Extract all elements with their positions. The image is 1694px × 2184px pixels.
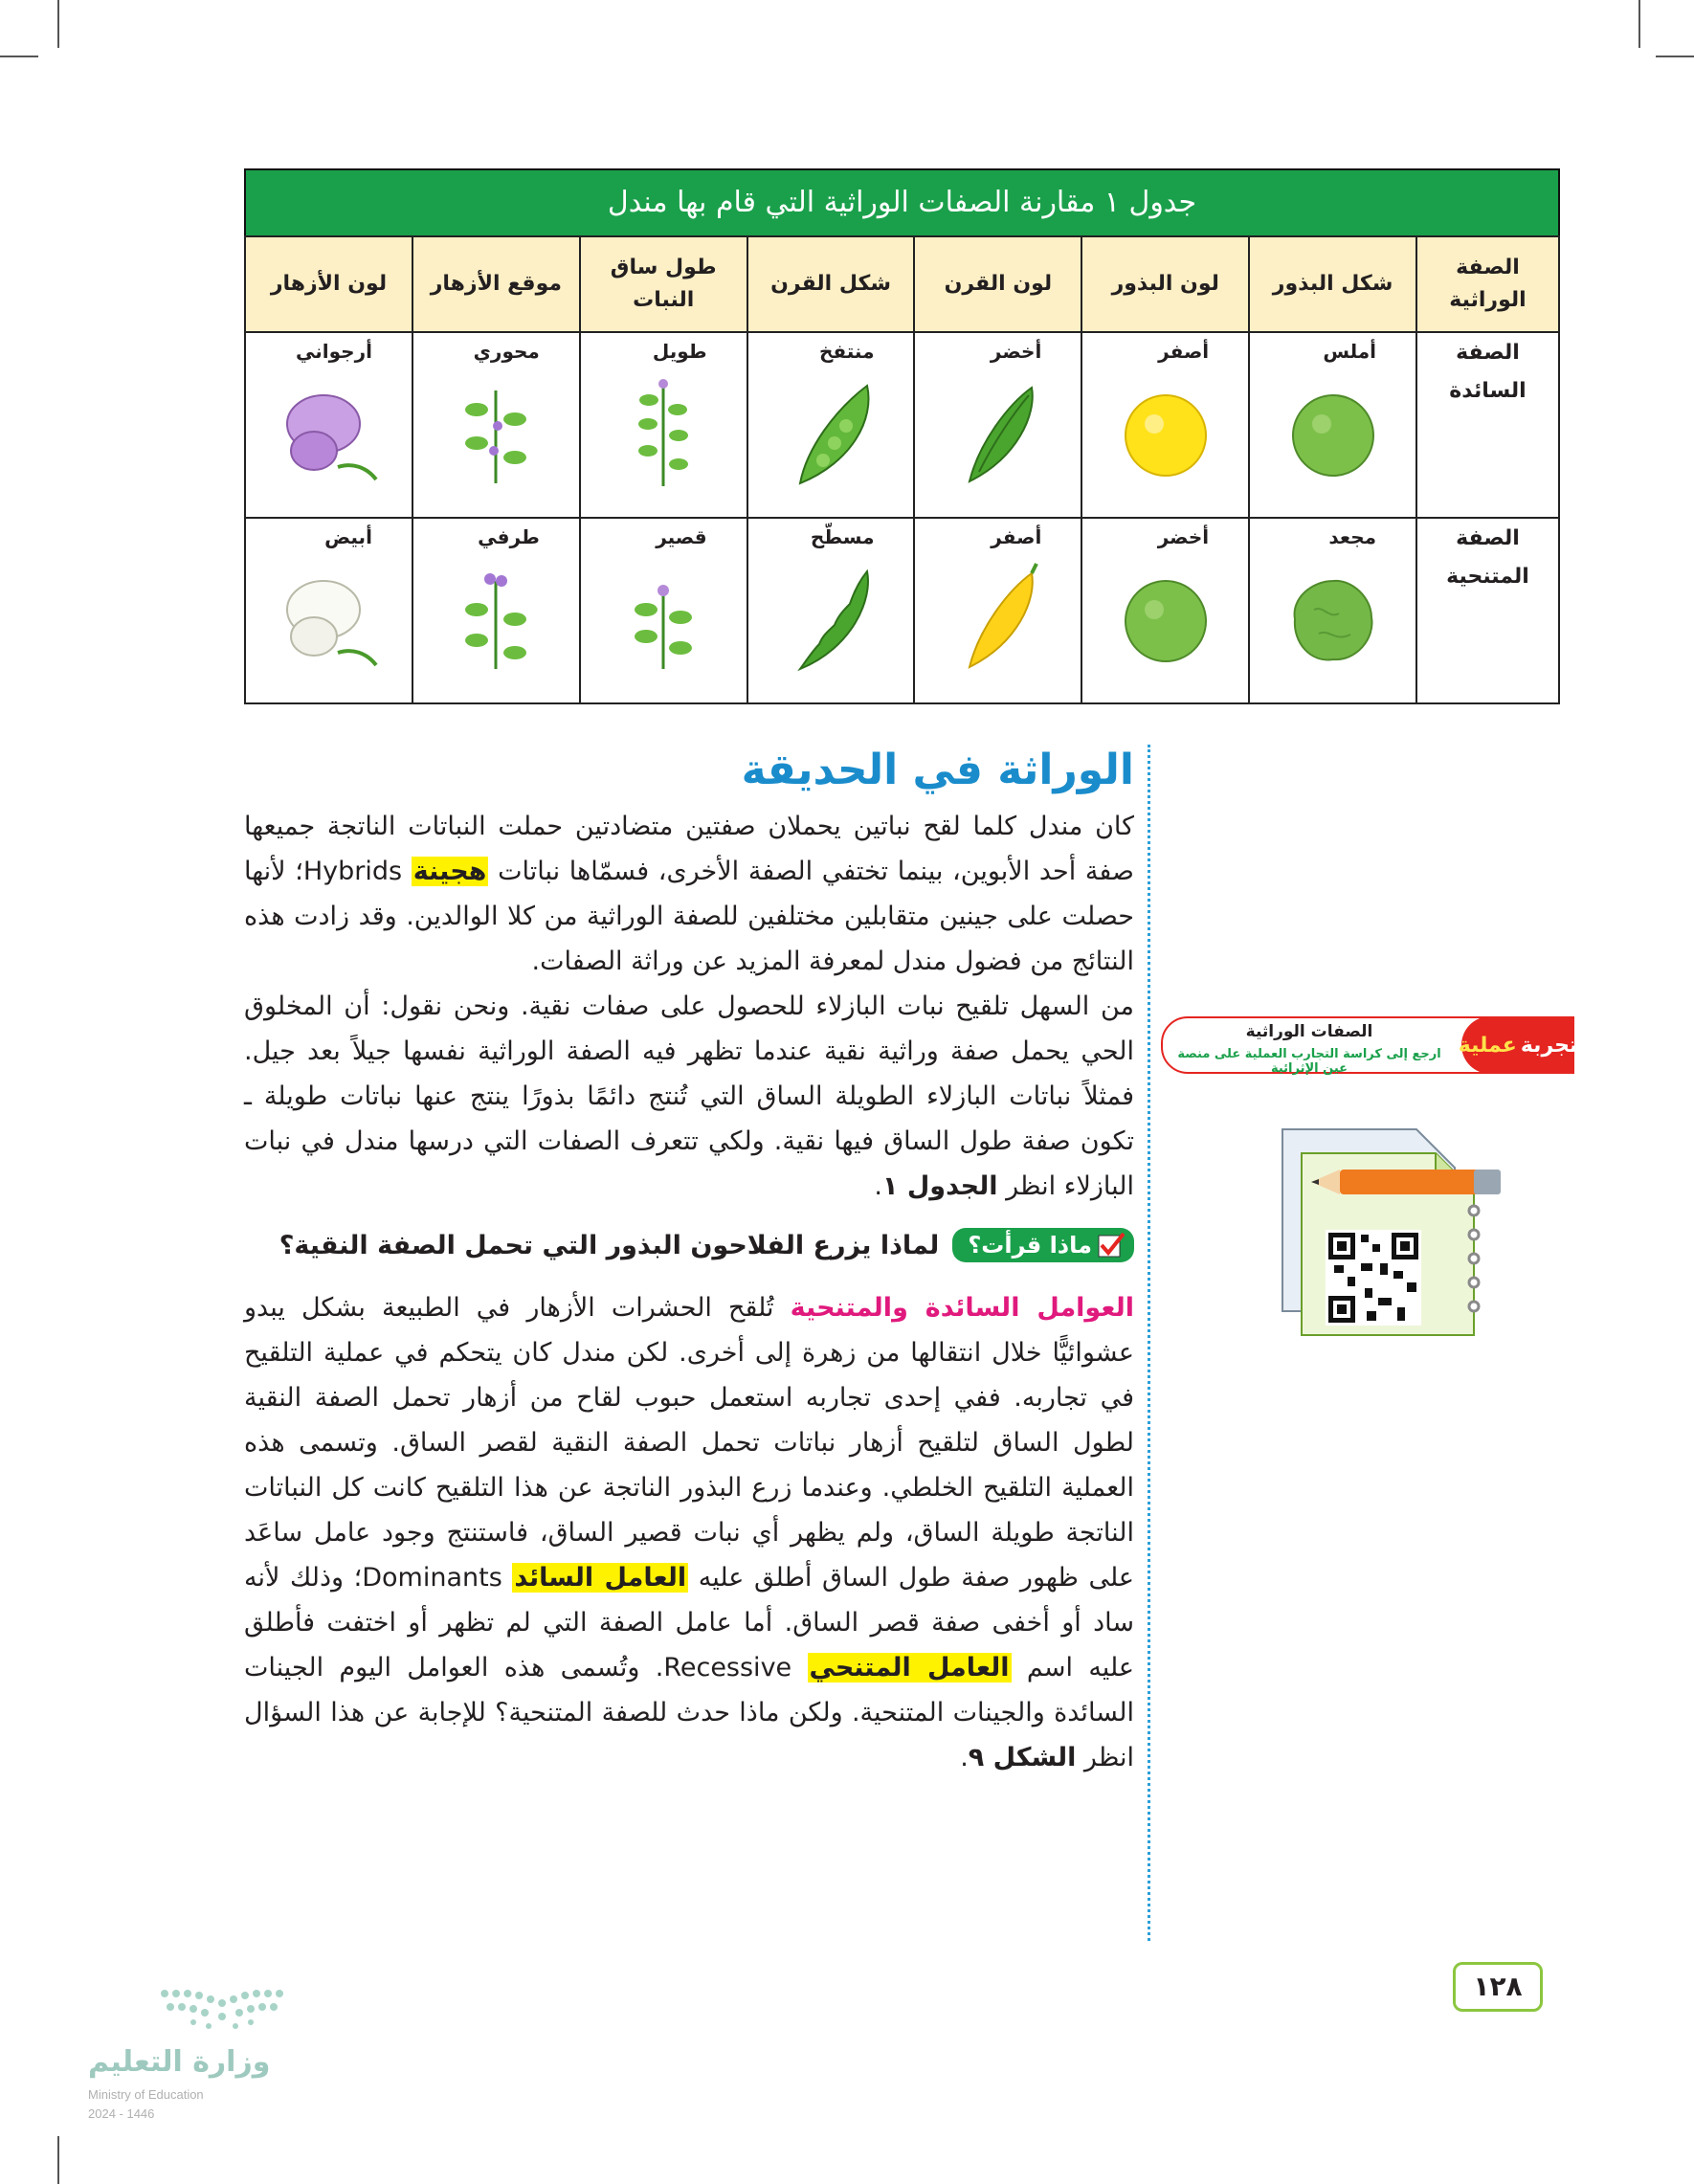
highlight-dominant: العامل السائد	[514, 1563, 687, 1593]
yellow-pod-icon	[941, 562, 1056, 677]
constricted-pod-icon	[773, 562, 888, 677]
table-cell	[747, 332, 915, 518]
lab-callout[interactable]	[1161, 1016, 1578, 1076]
table-cell	[412, 518, 580, 703]
short-plant-icon	[606, 562, 721, 677]
table-cell	[1081, 518, 1249, 703]
inflated-pod-icon	[773, 376, 888, 491]
table-cell	[914, 518, 1081, 703]
reading-check-badge	[952, 1228, 1134, 1262]
header-seed-color: لون البذور	[1081, 236, 1249, 332]
table-row-recessive	[245, 518, 1559, 703]
cell-label: طرفي	[478, 525, 540, 548]
traits-table	[244, 168, 1560, 704]
tall-plant-icon	[606, 376, 721, 491]
term-heading: العوامل السائدة والمتنحية	[790, 1293, 1134, 1323]
cell-label: أخضر	[990, 340, 1042, 363]
badge-label: ماذا قرأت؟	[968, 1232, 1092, 1259]
table-cell	[1249, 518, 1416, 703]
cell-label: مجعد	[1328, 525, 1376, 548]
page-number: ١٢٨	[1453, 1962, 1543, 2012]
table-title: جدول ١ مقارنة الصفات الوراثية التي قام بها مندل	[244, 168, 1560, 235]
header-trait: الصفة الوراثية	[1416, 236, 1559, 332]
green-pod-icon	[941, 376, 1056, 491]
green-pea-icon	[1108, 562, 1223, 677]
yellow-pea-icon	[1108, 376, 1223, 491]
traits-grid	[244, 235, 1560, 704]
table-header-row	[245, 236, 1559, 332]
cell-label: مسطّح	[810, 525, 875, 548]
text-run: Recessive. وتُسمى هذه العوامل اليوم الجينات السائدة والجينات المتنحية. ولكن ماذا حدث للصفة المتنحية؟ للإجابة عن هذا السؤال انظر	[244, 1653, 1134, 1772]
cell-label: أصفر	[1158, 340, 1210, 363]
wrinkled-pea-icon	[1276, 562, 1391, 677]
text-run: كان مندل كلما لقح نباتين يحملان صفتين متضادتين حملت النباتات الناتجة جميعها صفة أحد الأبوين، بينما تختفي الصفة الأخرى، فسمّاها نباتات	[244, 812, 1134, 886]
cell-label: أصفر	[991, 525, 1042, 548]
header-flower-position: موقع الأزهار	[412, 236, 580, 332]
paragraph-2	[244, 984, 1134, 1209]
cell-label: أبيض	[324, 525, 372, 548]
paragraph-3	[244, 1285, 1134, 1780]
header-pod-color: لون القرن	[914, 236, 1081, 332]
lab-subtitle: ارجع إلى كراسة التجارب العملية على منصة عين الإثرائية	[1177, 1047, 1441, 1076]
ministry-year: 2024 - 1446	[88, 2106, 155, 2121]
text-run: Dominants؛ وذلك لأنه ساد أو أخفى صفة قصر الساق. أما عامل الصفة التي لم تظهر أو اختفت فأطلق عليه اسم	[244, 1563, 1134, 1683]
crop-mark	[57, 2136, 59, 2184]
cell-label: أرجواني	[296, 340, 372, 363]
table-cell	[412, 332, 580, 518]
crop-mark	[0, 56, 38, 57]
crop-mark	[1656, 56, 1694, 57]
header-stem-length: طول ساق النبات	[580, 236, 747, 332]
table-cell	[914, 332, 1081, 518]
row-label-dominant: الصفة السائدة	[1416, 332, 1559, 518]
table-reference: الجدول ١	[881, 1171, 998, 1201]
table-cell	[245, 332, 412, 518]
ministry-logo-icon	[88, 1986, 318, 2038]
highlight-hybrid: هجينة	[412, 857, 487, 886]
table-cell	[747, 518, 915, 703]
lab-tag	[1458, 1016, 1578, 1074]
round-pea-icon	[1276, 376, 1391, 491]
table-cell	[580, 332, 747, 518]
table-cell	[245, 518, 412, 703]
crop-mark	[1638, 0, 1640, 48]
section-heading: الوراثة في الحديقة	[741, 746, 1134, 794]
table-cell	[1249, 332, 1416, 518]
cell-label: محوري	[473, 340, 540, 363]
lab-title: الصفات الوراثية	[1245, 1022, 1373, 1041]
text-run: تُلقح الحشرات الأزهار في الطبيعة بشكل يبدو عشوائيًّا خلال انتقالها من زهرة إلى أخرى. لكن مندل كان يتحكم في عملية التلقيح في تجاربه. ففي إحدى تجاربه استعمل حبوب لقاح من أزهار تحمل الصفة النقية لطول الساق لتلقيح أزهار نباتات تحمل الصفة النقية لقصر الساق. وتسمى هذه العملية التلقيح الخلطي. وعندما زرع البذور الناتجة عن هذا التلقيح كانت كل النباتات الناتجة طويلة الساق، ولم يظهر أي نبات قصير الساق، فاستنتج وجود عامل ساعَد على ظهور صفة طول الساق أطلق عليه	[244, 1293, 1134, 1593]
cell-label: طويل	[652, 340, 707, 363]
white-flower-icon	[271, 562, 386, 677]
table-cell	[580, 518, 747, 703]
paragraph-1	[244, 804, 1134, 984]
ministry-name-arabic: وزارة التعليم	[88, 2045, 271, 2079]
axial-flowers-icon	[438, 376, 553, 491]
text-run: .	[960, 1743, 969, 1772]
text-run: من السهل تلقيح نبات البازلاء للحصول على صفات نقية. ونحن نقول: أن المخلوق الحي يحمل صفة وراثية نقية عندما تظهر فيه الصفة الوراثية نفسها جيلاً بعد جيل. فمثلاً نباتات البازلاء الطويلة الساق التي تُنتج دائمًا بذورًا ينتج عنها نباتات طويلة ـ تكون صفة طول الساق فيها نقية. ولكي تتعرف الصفات التي درسها مندل في نبات البازلاء انظر	[244, 992, 1134, 1201]
main-column	[244, 737, 1134, 1780]
purple-flower-icon	[271, 376, 386, 491]
header-seed-shape: شكل البذور	[1249, 236, 1416, 332]
checkmark-icon	[1098, 1233, 1125, 1258]
figure-reference: الشكل ٩	[968, 1743, 1077, 1772]
header-pod-shape: شكل القرن	[747, 236, 915, 332]
terminal-flowers-icon	[438, 562, 553, 677]
ministry-name-english: Ministry of Education	[88, 2087, 204, 2102]
text-run: Hybrids؛ لأنها حصلت على جينين متقابلين مختلفين للصفة الوراثية من كلا الوالدين. وقد زادت هذه النتائج من فضول مندل لمعرفة المزيد عن وراثة الصفات.	[244, 857, 1134, 976]
row-label-recessive: الصفة المتنحية	[1416, 518, 1559, 703]
lab-notebook-qr-icon[interactable]	[1273, 1120, 1512, 1340]
table-cell	[1081, 332, 1249, 518]
cell-label: منتفخ	[818, 340, 875, 363]
lab-tag-word: تجربة	[1520, 1033, 1578, 1058]
cell-label: قصير	[656, 525, 707, 548]
reading-check	[244, 1228, 1134, 1262]
ministry-watermark	[88, 1986, 327, 2149]
lab-tag-word: عملية	[1458, 1033, 1517, 1058]
column-divider	[1148, 745, 1150, 1941]
cell-label: أملس	[1323, 340, 1376, 363]
table-row-dominant	[245, 332, 1559, 518]
header-flower-color: لون الأزهار	[245, 236, 412, 332]
highlight-recessive: العامل المتنحي	[809, 1653, 1010, 1683]
crop-mark	[57, 0, 59, 48]
cell-label: أخضر	[1157, 525, 1210, 548]
text-run: .	[874, 1171, 882, 1201]
reading-check-question: لماذا يزرع الفلاحون البذور التي تحمل الصفة النقية؟	[279, 1230, 940, 1260]
